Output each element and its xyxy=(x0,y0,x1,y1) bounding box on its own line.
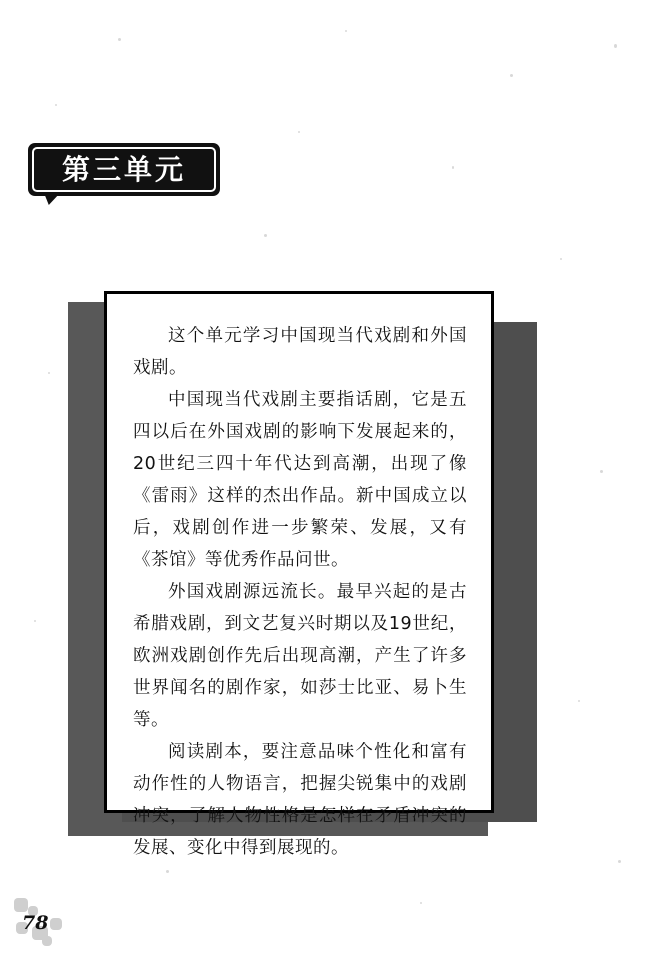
unit-title: 第三单元 xyxy=(61,153,186,186)
speckle xyxy=(560,258,562,260)
speckle xyxy=(600,470,603,473)
passage-paragraph: 阅读剧本，要注意品味个性化和富有动作性的人物语言，把握尖锐集中的戏剧冲突，了解人物性格是怎样在矛盾冲突的发展、变化中得到展现的。 xyxy=(133,742,467,858)
speckle xyxy=(452,166,454,169)
speckle xyxy=(345,30,347,32)
speckle xyxy=(618,860,621,863)
speckle xyxy=(614,44,617,48)
speckle xyxy=(48,372,50,374)
puzzle-piece-icon xyxy=(42,936,52,946)
passage-text xyxy=(133,320,467,864)
page-number: 78 xyxy=(22,912,49,934)
speckle xyxy=(34,620,36,622)
page-footer xyxy=(12,896,82,948)
passage-paragraph: 中国现当代戏剧主要指话剧，它是五四以后在外国戏剧的影响下发展起来的，20世纪三四十年代达到高潮，出现了像《雷雨》这样的杰出作品。新中国成立以后，戏剧创作进一步繁荣、发展，又有《茶馆》等优秀作品问世。 xyxy=(133,390,467,570)
passage-paragraph: 外国戏剧源远流长。最早兴起的是古希腊戏剧，到文艺复兴时期以及19世纪，欧洲戏剧创作先后出现高潮，产生了许多世界闻名的剧作家，如莎士比亚、易卜生等。 xyxy=(133,582,467,730)
speckle xyxy=(420,902,422,904)
puzzle-piece-icon xyxy=(50,918,62,930)
speckle xyxy=(55,104,57,106)
puzzle-piece-icon xyxy=(14,898,28,912)
speckle xyxy=(264,234,267,237)
speckle xyxy=(298,131,300,133)
unit-heading-banner xyxy=(28,143,220,196)
unit-introduction-card xyxy=(104,291,494,858)
speckle xyxy=(118,38,121,41)
speckle xyxy=(510,74,513,77)
passage-paragraph: 这个单元学习中国现当代戏剧和外国戏剧。 xyxy=(133,326,467,378)
speckle xyxy=(166,870,169,873)
speckle xyxy=(578,700,580,702)
